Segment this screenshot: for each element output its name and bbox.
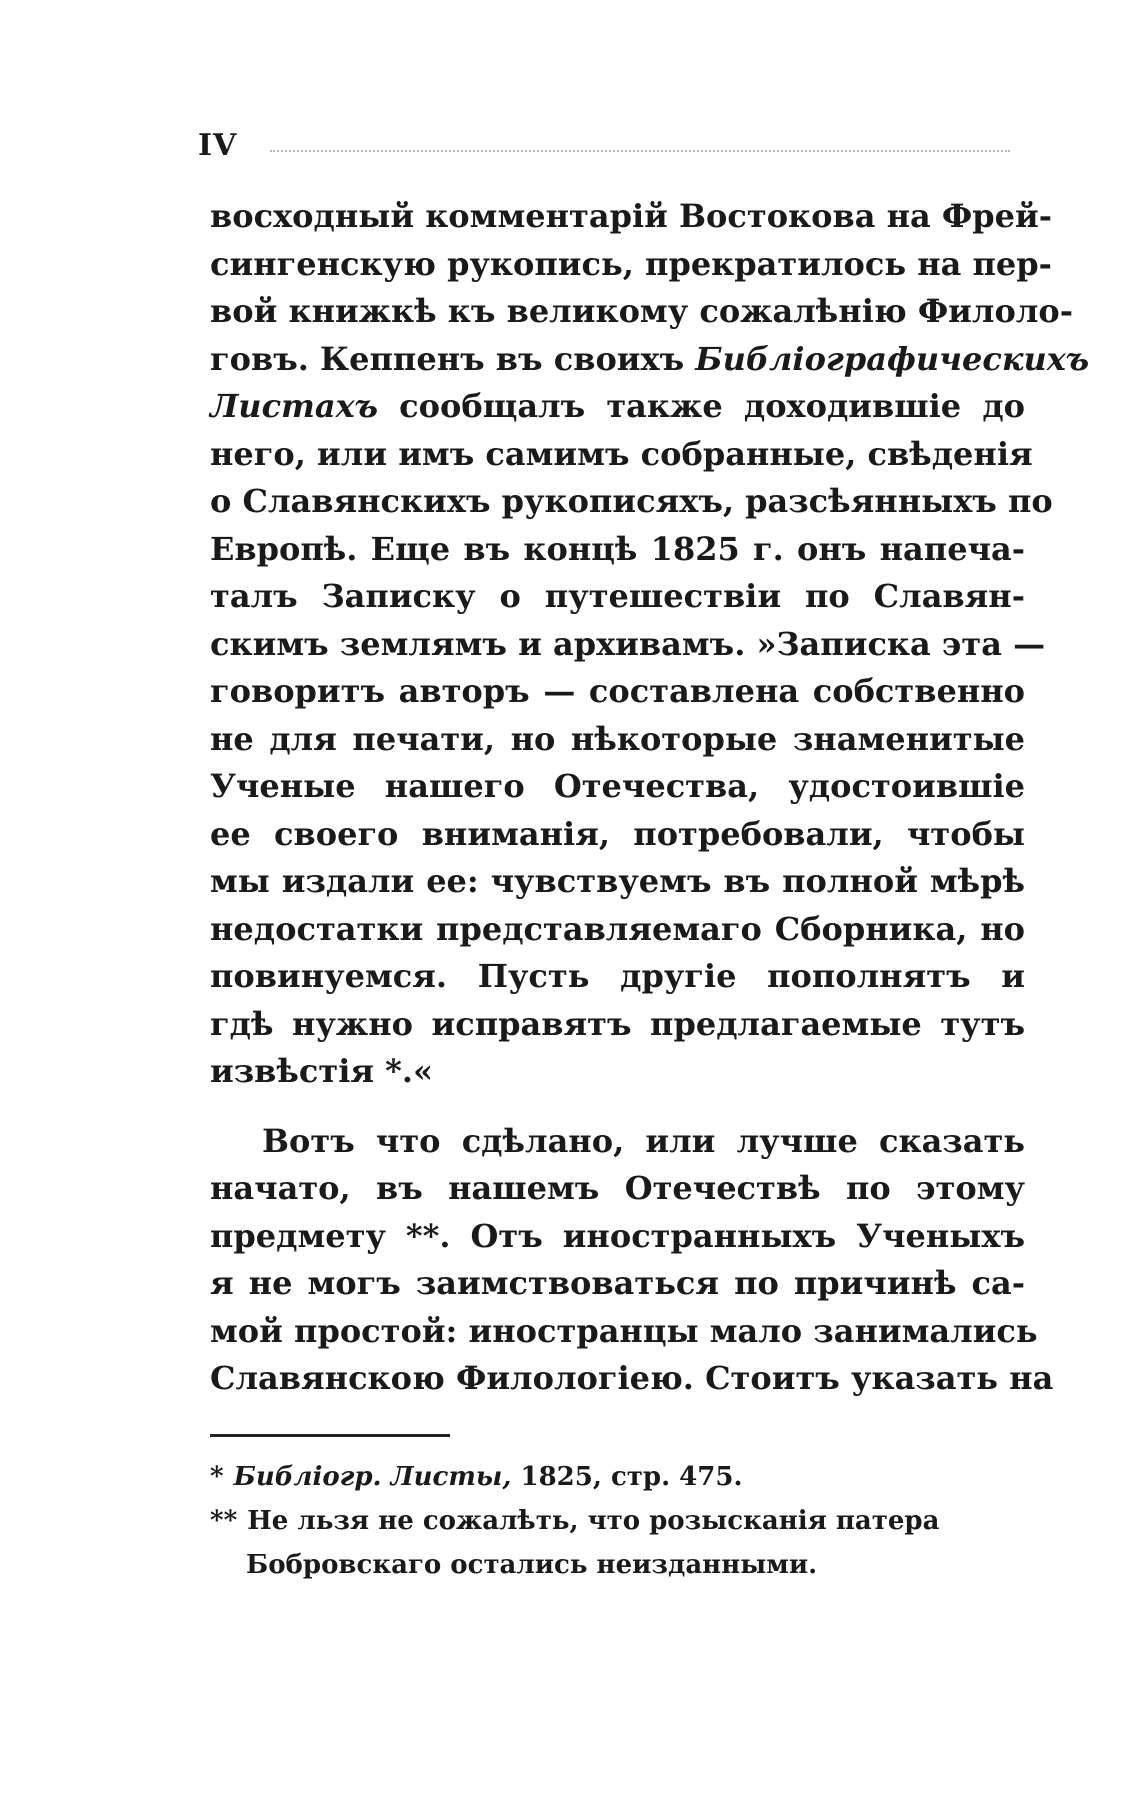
footnotes <box>210 1455 1030 1587</box>
footnote-text: Не льзя не сожалѣть, что розысканія патера <box>247 1506 940 1536</box>
text-line: извѣстія *.« <box>210 1052 434 1090</box>
text-line <box>210 383 1025 431</box>
text-line: вой книжкѣ къ великому сожалѣнію Филоло- <box>210 292 1073 330</box>
text-line: ее своего вниманія, потребовали, чтобы <box>210 814 1025 853</box>
text-line <box>210 336 1090 384</box>
text-line: скимъ землямъ и архивамъ. »Записка эта — <box>210 624 1046 663</box>
footnote-text: 1825, стр. 475. <box>520 1462 743 1492</box>
footnote-mark: ** <box>210 1506 238 1536</box>
text-line: предмету **. Отъ иностранныхъ Ученыхъ <box>210 1216 1025 1255</box>
text-line: сингенскую рукопись, прекратилось на пер- <box>210 244 1052 283</box>
text-line: мой простой: иностранцы мало занимались <box>210 1311 1038 1350</box>
page-number: IV <box>198 128 238 163</box>
text-line: не для печати, но нѣкоторые знаменитые <box>210 719 1025 758</box>
footnote-mark: * <box>210 1462 224 1492</box>
footnote-2-continuation: Бобровскаго остались неизданными. <box>246 1550 818 1580</box>
footnote-separator <box>210 1434 450 1437</box>
text-line: восходный комментарій Востокова на Фрей- <box>210 197 1052 235</box>
text-line: о Славянскихъ рукописяхъ, разсѣянныхъ по <box>210 482 1053 520</box>
text-line: гдѣ нужно исправятъ предлагаемые тутъ <box>210 1004 1025 1043</box>
text-line: недостатки представляемаго Сборника, но <box>210 909 1025 948</box>
text-fragment: говъ. Кеппенъ въ своихъ <box>210 339 685 378</box>
text-line: говоритъ авторъ — составлена собственно <box>210 672 1025 710</box>
text-line: я не могъ заимствоваться по причинѣ са- <box>210 1264 1025 1302</box>
text-line: мы издали ее: чувствуемъ въ полной мѣрѣ <box>210 862 1025 900</box>
text-line: него, или имъ самимъ собранные, свѣденія <box>210 434 1033 473</box>
footnote-2 <box>210 1499 1030 1543</box>
text-line: Славянскою Филологіею. Стоитъ указать на <box>210 1359 1054 1397</box>
text-fragment: сообщалъ также доходившіе до <box>399 387 1026 425</box>
text-line: Ученые нашего Отечества, удостоившіе <box>210 767 1025 805</box>
text-line: талъ Записку о путешествіи по Славян- <box>210 577 1025 615</box>
text-line: Европѣ. Еще въ концѣ 1825 г. онъ напеча- <box>210 529 1025 568</box>
text-line: начато, въ нашемъ Отечествѣ по этому <box>210 1169 1025 1207</box>
header-dotted-rule <box>270 150 1010 152</box>
italic-title: Листахъ <box>210 387 378 425</box>
footnote-1 <box>210 1455 1030 1499</box>
paragraph-gap <box>210 1096 1025 1118</box>
body-text <box>210 193 1090 1403</box>
text-line: повинуемся. Пусть другіе пополнятъ и <box>210 957 1025 995</box>
footnote-italic: Библіогр. Листы, <box>233 1462 512 1492</box>
italic-title: Библіографическихъ <box>695 339 1090 378</box>
text-line: Вотъ что сдѣлано, или лучше сказать <box>262 1121 1025 1160</box>
